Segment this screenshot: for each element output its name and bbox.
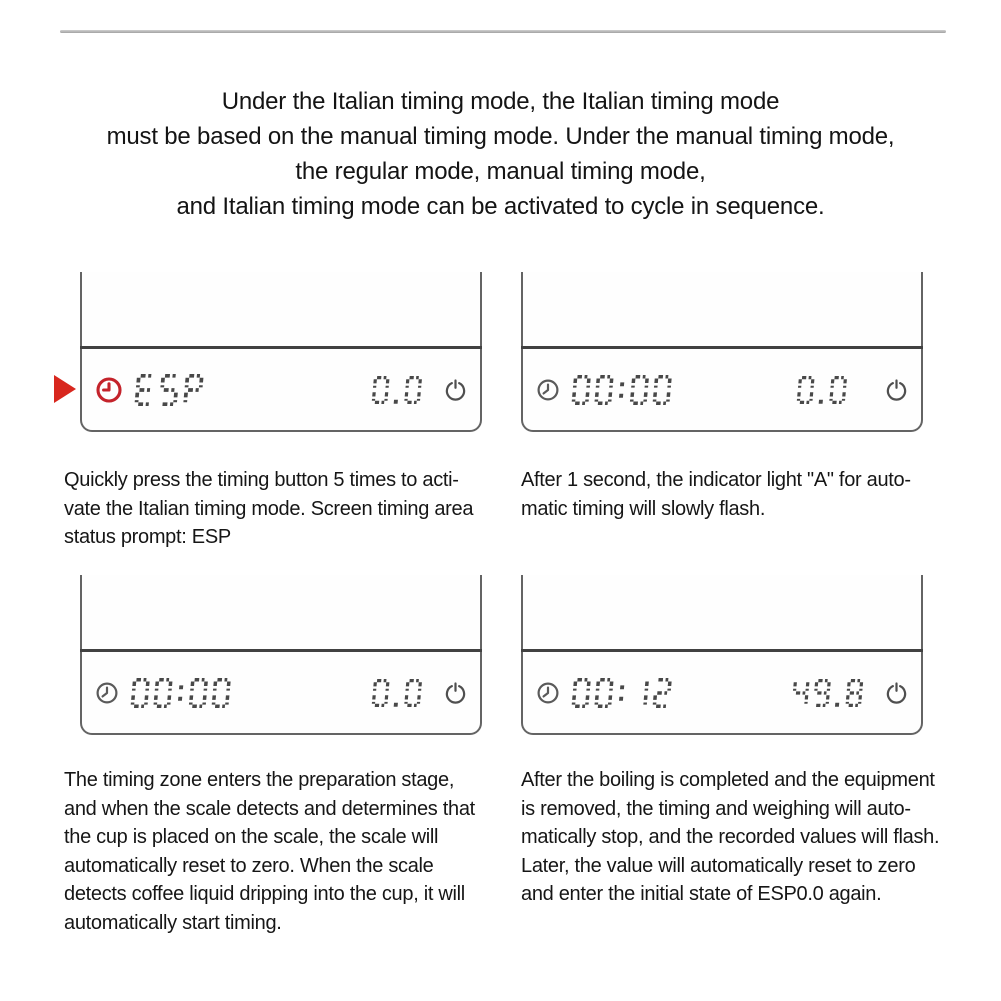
red-arrow-icon bbox=[54, 375, 76, 403]
timing-display bbox=[134, 374, 212, 406]
lcd-display bbox=[523, 349, 921, 430]
caption-line: and when the scale detects and determines that bbox=[64, 797, 475, 820]
power-icon bbox=[444, 681, 467, 704]
lcd-display bbox=[523, 652, 921, 733]
weight-display bbox=[796, 376, 855, 404]
caption-line: status prompt: ESP bbox=[64, 526, 231, 548]
caption-line: automatically reset to zero. When the scale bbox=[64, 854, 434, 877]
timing-zone bbox=[536, 678, 680, 708]
power-icon bbox=[885, 681, 908, 704]
caption-esp bbox=[64, 466, 473, 552]
caption-line: Later, the value will automatically reset to zero bbox=[521, 854, 916, 877]
timing-zone bbox=[536, 375, 680, 405]
timing-display bbox=[130, 678, 239, 708]
weight-zone bbox=[796, 376, 908, 404]
scale-panel-esp bbox=[80, 272, 482, 432]
timing-display bbox=[571, 678, 680, 708]
caption-line: and enter the initial state of ESP0.0 again. bbox=[521, 883, 882, 905]
weight-zone bbox=[371, 376, 467, 404]
caption-finished bbox=[521, 766, 939, 909]
caption-line: After 1 second, the indicator light "A" for auto- bbox=[521, 469, 911, 491]
intro-line: must be based on the manual timing mode. Under the manual timing mode, bbox=[106, 123, 895, 150]
divider-line bbox=[60, 30, 946, 33]
clock-icon bbox=[95, 681, 119, 705]
caption-line: The timing zone enters the preparation stage, bbox=[64, 769, 455, 791]
scale-panel-finished bbox=[521, 575, 923, 735]
intro-text bbox=[0, 84, 1001, 224]
intro-line: Under the Italian timing mode, the Italian timing mode bbox=[221, 88, 780, 115]
clock-icon bbox=[536, 378, 560, 402]
scale-panel-preparation bbox=[80, 575, 482, 735]
power-icon bbox=[444, 378, 467, 401]
lcd-display bbox=[82, 652, 480, 733]
lcd-display bbox=[82, 349, 480, 430]
intro-line: and Italian timing mode can be activated to cycle in sequence. bbox=[176, 193, 825, 220]
weight-display bbox=[371, 376, 430, 404]
weight-zone bbox=[791, 679, 908, 707]
caption-line: After the boiling is completed and the equipment bbox=[521, 769, 935, 791]
weight-zone bbox=[371, 679, 467, 707]
caption-line: is removed, the timing and weighing will auto- bbox=[521, 797, 911, 820]
caption-line: vate the Italian timing mode. Screen timing area bbox=[64, 497, 474, 520]
caption-preparation bbox=[64, 766, 475, 937]
caption-line: detects coffee liquid dripping into the cup, it will bbox=[64, 883, 465, 905]
caption-line: the cup is placed on the scale, the scale will bbox=[64, 826, 439, 848]
timing-display bbox=[571, 375, 680, 405]
caption-line: Quickly press the timing button 5 times to acti- bbox=[64, 469, 459, 491]
timing-zone bbox=[95, 374, 212, 406]
weight-display bbox=[791, 679, 871, 707]
weight-display bbox=[371, 679, 430, 707]
power-icon bbox=[885, 378, 908, 401]
clock-icon bbox=[95, 376, 123, 404]
caption-line: matic timing will slowly flash. bbox=[521, 497, 766, 520]
clock-icon bbox=[536, 681, 560, 705]
caption-line: automatically start timing. bbox=[64, 911, 282, 934]
scale-panel-auto-flash bbox=[521, 272, 923, 432]
timing-zone bbox=[95, 678, 239, 708]
caption-auto-flash bbox=[521, 466, 911, 523]
caption-line: matically stop, and the recorded values will flash. bbox=[521, 826, 940, 848]
intro-line: the regular mode, manual timing mode, bbox=[295, 158, 706, 185]
